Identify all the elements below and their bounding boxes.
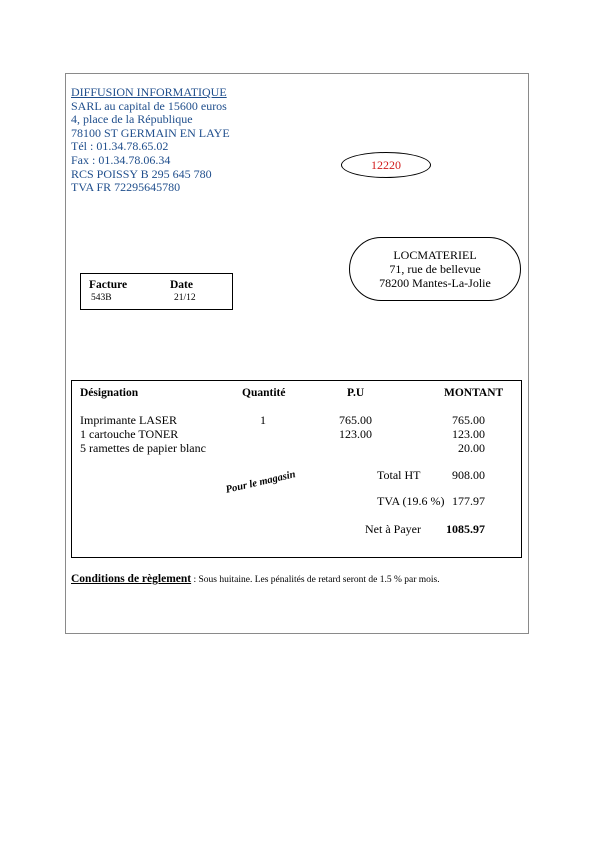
tva-label: TVA (19.6 %): [377, 494, 445, 508]
invoice-info-box: [80, 273, 233, 310]
facture-number: 543B: [91, 293, 112, 303]
header-designation: Désignation: [80, 387, 139, 399]
company-name: DIFFUSION INFORMATIQUE: [71, 85, 227, 99]
company-block: [71, 86, 230, 195]
client-name: LOCMATERIEL: [393, 248, 477, 262]
company-capital: SARL au capital de 15600 euros: [71, 98, 227, 113]
payment-conditions: [71, 569, 440, 587]
client-city: 78200 Mantes-La-Jolie: [379, 276, 491, 290]
company-tel: Tél : 01.34.78.65.02: [71, 139, 169, 154]
row-quantite: 1: [260, 413, 266, 427]
client-street: 71, rue de bellevue: [389, 262, 481, 276]
store-stamp: Pour le magasin: [224, 469, 297, 496]
company-tva: TVA FR 72295645780: [71, 180, 181, 195]
row-designation: 1 cartouche TONER: [80, 427, 179, 441]
net-a-payer-value: 1085.97: [446, 522, 485, 536]
total-ht-label: Total HT: [377, 468, 421, 482]
total-ht-value: 908.00: [452, 468, 485, 482]
company-city: 78100 ST GERMAIN EN LAYE: [71, 125, 230, 140]
row-pu: 123.00: [339, 427, 372, 441]
row-montant: 765.00: [452, 413, 485, 427]
net-a-payer-label: Net à Payer: [365, 522, 421, 536]
facture-label: Facture: [89, 279, 128, 291]
date-label: Date: [170, 279, 193, 291]
header-quantite: Quantité: [242, 387, 286, 399]
row-montant: 123.00: [452, 427, 485, 441]
conditions-title: Conditions de règlement: [71, 573, 192, 585]
header-montant: MONTANT: [444, 387, 504, 399]
company-fax: Fax : 01.34.78.06.34: [71, 152, 171, 167]
row-designation: Imprimante LASER: [80, 413, 177, 427]
row-designation: 5 ramettes de papier blanc: [80, 441, 206, 455]
row-montant: 20.00: [458, 441, 485, 455]
reference-oval: [341, 152, 431, 178]
reference-number: 12220: [371, 157, 401, 172]
company-rcs: RCS POISSY B 295 645 780: [71, 166, 212, 181]
header-pu: P.U: [347, 387, 365, 399]
conditions-text: : Sous huitaine. Les pénalités de retard seront de 1.5 % par mois.: [191, 575, 440, 585]
line-items-table: [71, 380, 522, 558]
row-pu: 765.00: [339, 413, 372, 427]
invoice-date: 21/12: [174, 293, 196, 303]
company-street: 4, place de la République: [71, 112, 193, 127]
tva-value: 177.97: [452, 494, 485, 508]
client-address-box: [349, 237, 521, 301]
